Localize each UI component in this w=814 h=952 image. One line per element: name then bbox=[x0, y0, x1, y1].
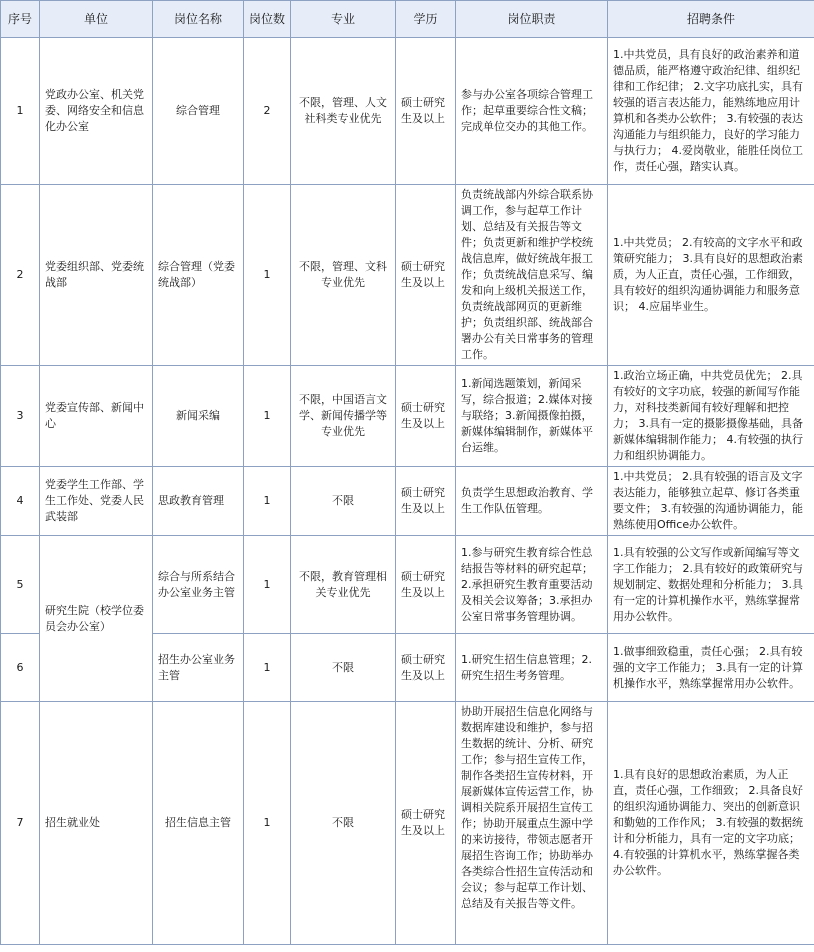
row-no: 4 bbox=[1, 467, 40, 536]
row-post: 招生办公室业务主管 bbox=[153, 634, 244, 702]
header-degree: 学历 bbox=[396, 1, 456, 38]
table-row bbox=[1, 185, 814, 366]
row-requirements: 1.政治立场正确，中共党员优先； 2.具有较好的文字功底，较强的新闻写作能力，对科技类新闻有较好理解和把控力； 3.具有一定的摄影摄像基础，具备新媒体编辑制作能力； 4.有较强的执行力和组织协调能力。 bbox=[608, 366, 814, 467]
row-unit: 招生就业处 bbox=[40, 702, 153, 945]
row-unit: 党委学生工作部、学生工作处、党委人民武装部 bbox=[40, 467, 153, 536]
row-unit: 党政办公室、机关党委、网络安全和信息化办公室 bbox=[40, 38, 153, 185]
row-degree: 硕士研究生及以上 bbox=[396, 536, 456, 634]
row-requirements: 1.中共党员，具有良好的政治素养和道德品质，能严格遵守政治纪律、组织纪律和工作纪律； 2.文字功底扎实，具有较强的语言表达能力，能熟练地应用计算机和各类办公软件； 3.有较强的表达沟通能力与组织能力，良好的学习能力与执行力； 4.爱岗敬业，能胜任岗位工作，责任心强，踏实认真。 bbox=[608, 38, 814, 185]
header-duty: 岗位职责 bbox=[456, 1, 608, 38]
row-major: 不限，管理、人文社科类专业优先 bbox=[291, 38, 396, 185]
row-count: 1 bbox=[244, 366, 291, 467]
row-no: 5 bbox=[1, 536, 40, 634]
header-count: 岗位数 bbox=[244, 1, 291, 38]
row-count: 2 bbox=[244, 38, 291, 185]
table-row bbox=[1, 536, 814, 634]
row-major: 不限 bbox=[291, 702, 396, 945]
row-no: 2 bbox=[1, 185, 40, 366]
row-post: 思政教育管理 bbox=[153, 467, 244, 536]
header-major: 专业 bbox=[291, 1, 396, 38]
row-major: 不限，教育管理相关专业优先 bbox=[291, 536, 396, 634]
row-post: 招生信息主管 bbox=[153, 702, 244, 945]
row-requirements: 1.做事细致稳重，责任心强； 2.具有较强的文字工作能力； 3.具有一定的计算机操作水平，熟练掌握常用办公软件。 bbox=[608, 634, 814, 702]
row-major: 不限，中国语言文学、新闻传播学等专业优先 bbox=[291, 366, 396, 467]
row-degree: 硕士研究生及以上 bbox=[396, 366, 456, 467]
header-row bbox=[1, 1, 814, 38]
row-major: 不限 bbox=[291, 467, 396, 536]
header-no: 序号 bbox=[1, 1, 40, 38]
row-degree: 硕士研究生及以上 bbox=[396, 634, 456, 702]
table-row bbox=[1, 366, 814, 467]
row-requirements: 1.具有较强的公文写作或新闻编写等文字工作能力； 2.具有较好的政策研究与规划制定、数据处理和分析能力； 3.具有一定的计算机操作水平，熟练掌握常用办公软件。 bbox=[608, 536, 814, 634]
row-unit: 党委组织部、党委统战部 bbox=[40, 185, 153, 366]
row-no: 1 bbox=[1, 38, 40, 185]
row-duty-cell bbox=[456, 702, 608, 945]
row-no: 7 bbox=[1, 702, 40, 945]
header-requirements: 招聘条件 bbox=[608, 1, 814, 38]
row-post: 新闻采编 bbox=[153, 366, 244, 467]
table-row bbox=[1, 38, 814, 185]
row-degree: 硕士研究生及以上 bbox=[396, 702, 456, 945]
row-no: 6 bbox=[1, 634, 40, 702]
row-post: 综合管理（党委统战部） bbox=[153, 185, 244, 366]
row-duty: 1.新闻选题策划，新闻采写，综合报道；2.媒体对接与联络；3.新闻摄像拍摄，新媒体编辑制作，新媒体平台运维。 bbox=[456, 366, 608, 467]
table-row bbox=[1, 467, 814, 536]
row-duty: 1.研究生招生信息管理；2.研究生招生考务管理。 bbox=[456, 634, 608, 702]
header-unit: 单位 bbox=[40, 1, 153, 38]
row-requirements: 1.具有良好的思想政治素质，为人正直，责任心强，工作细致； 2.具备良好的组织沟通协调能力、突出的创新意识和勤勉的工作作风； 3.有较强的数据统计和分析能力，具有一定的文字功底； 4.有较强的计算机水平，熟练掌握各类办公软件。 bbox=[608, 702, 814, 945]
row-requirements: 1.中共党员； 2.有较高的文字水平和政策研究能力； 3.具有良好的思想政治素质，为人正直，责任心强，工作细致，具有较好的组织沟通协调能力和服务意识； 4.应届毕业生。 bbox=[608, 185, 814, 366]
row-major: 不限，管理、文科专业优先 bbox=[291, 185, 396, 366]
row-duty: 参与办公室各项综合管理工作；起草重要综合性文稿；完成单位交办的其他工作。 bbox=[456, 38, 608, 185]
row-no: 3 bbox=[1, 366, 40, 467]
row-count: 1 bbox=[244, 634, 291, 702]
row-post: 综合管理 bbox=[153, 38, 244, 185]
row-count: 1 bbox=[244, 185, 291, 366]
row-duty: 协助开展招生信息化网络与数据库建设和维护，参与招生数据的统计、分析、研究工作；参与招生宣传工作，制作各类招生宣传材料，开展新媒体宣传运营工作，协调相关院系开展招生宣传工作；协助开展重点生源中学的来访接待，带领志愿者开展招生咨询工作；协助举办各类综合性招生宣传活动和会议；参与起草工作计划、总结及有关报告等文件。 bbox=[461, 705, 593, 910]
row-degree: 硕士研究生及以上 bbox=[396, 467, 456, 536]
table-row bbox=[1, 702, 814, 945]
row-degree: 硕士研究生及以上 bbox=[396, 185, 456, 366]
row-count: 1 bbox=[244, 536, 291, 634]
row-degree: 硕士研究生及以上 bbox=[396, 38, 456, 185]
header-post: 岗位名称 bbox=[153, 1, 244, 38]
row-duty: 负责统战部内外综合联系协调工作，参与起草工作计划、总结及有关报告等文件；负责更新和维护学校统战信息库，做好统战年报工作；负责统战信息采写、编发和向上级机关报送工作，负责统战部网页的更新维护；负责组织部、统战部合署办公有关日常事务的管理工作。 bbox=[456, 185, 608, 366]
row-unit: 党委宣传部、新闻中心 bbox=[40, 366, 153, 467]
row-duty: 1.参与研究生教育综合性总结报告等材料的研究起草；2.承担研究生教育重要活动及相关会议筹备；3.承担办公室日常事务管理协调。 bbox=[456, 536, 608, 634]
row-unit: 研究生院（校学位委员会办公室） bbox=[40, 536, 153, 702]
row-major: 不限 bbox=[291, 634, 396, 702]
row-post: 综合与所系结合办公室业务主管 bbox=[153, 536, 244, 634]
row-duty: 负责学生思想政治教育、学生工作队伍管理。 bbox=[456, 467, 608, 536]
row-count: 1 bbox=[244, 467, 291, 536]
row-requirements: 1.中共党员； 2.具有较强的语言及文字表达能力，能够独立起草、修订各类重要文件； 3.有较强的沟通协调能力，能熟练使用Office办公软件。 bbox=[608, 467, 814, 536]
row-count: 1 bbox=[244, 702, 291, 945]
